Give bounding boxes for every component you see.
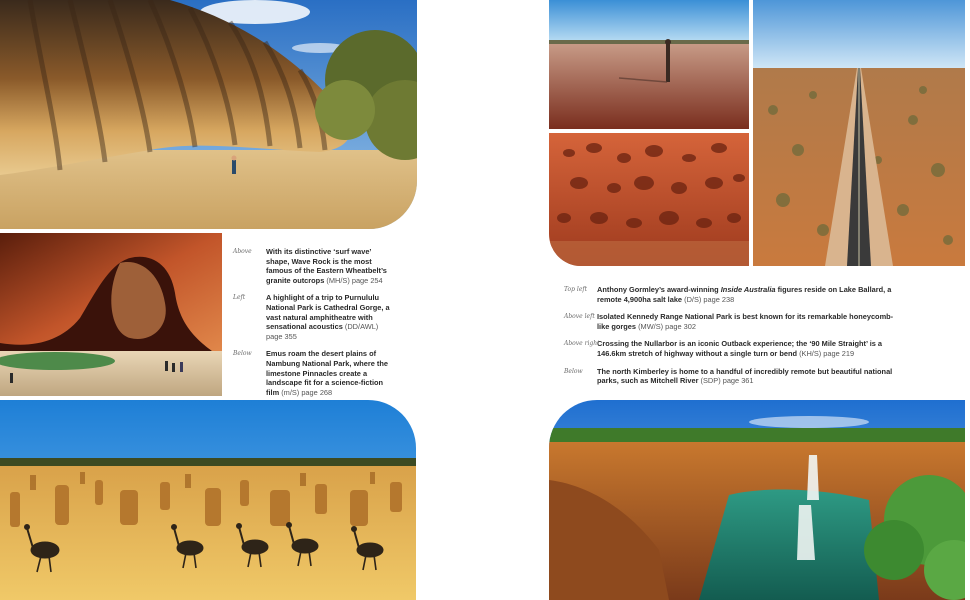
caption-wave-rock [233,247,403,285]
caption-label: Above right [564,340,600,348]
caption-text-italic: Inside Australia [720,285,776,294]
caption-ref: (D/S) page 238 [684,294,735,304]
nullarbor-highway-photo [753,0,965,266]
caption-cathedral-gorge [233,293,403,341]
caption-kennedy-range [564,312,909,331]
cathedral-gorge-photo [0,233,222,396]
caption-text-post: figures reside on Lake Ballard, a remote 4,900ha salt lake [597,285,892,304]
kennedy-range-photo [549,133,749,266]
caption-text: With its distinctive ‘surf wave’ shape, Wave Rock is the most famous of the Eastern Wheatbelt’s granite outcrops [266,247,387,285]
pinnacles-emus-photo [0,400,416,600]
caption-label: Below [233,350,252,358]
caption-ref: (KH/S) page 219 [799,348,855,358]
caption-ref: (DD/AWL) page 355 [266,322,379,341]
caption-lake-ballard [564,285,909,304]
caption-nullarbor [564,339,909,358]
mitchell-river-photo [549,400,965,600]
caption-text-pre: Anthony Gormley’s award-winning [597,285,721,294]
left-caption-block [233,247,403,405]
caption-ref: (m/S) page 268 [281,387,333,397]
wave-rock-photo [0,0,417,229]
caption-label: Above left [564,313,595,321]
caption-text: A highlight of a trip to Purnululu National Park is Cathedral Gorge, a vast natural amphitheatre with sensational acoustics [266,293,390,332]
caption-text: Emus roam the desert plains of Nambung National Park, where the limestone Pinnacles create a landscape fit for a science-fiction film [266,349,388,397]
caption-label: Above [233,248,252,255]
caption-label: Left [233,294,246,302]
caption-text: The north Kimberley is home to a handful of incredibly remote but beautiful national parks, such as Mitchell River [597,366,893,386]
caption-ref: (SDP) page 361 [700,376,754,386]
caption-ref: (MW/S) page 302 [638,321,697,331]
right-caption-block [564,285,909,394]
caption-label: Top left [564,286,587,293]
caption-ref: (MH/S) page 254 [326,275,383,285]
lake-ballard-photo [549,0,749,129]
caption-label: Below [564,367,583,375]
caption-pinnacles [233,349,403,397]
caption-text: Crossing the Nullarbor is an iconic Outback experience; the ‘90 Mile Straight’ is a 146.6km stretch of highway without a single turn or bend [597,339,883,358]
caption-mitchell-river [564,367,909,386]
caption-text: Isolated Kennedy Range National Park is best known for its remarkable honeycomb-like gorges [597,312,894,331]
